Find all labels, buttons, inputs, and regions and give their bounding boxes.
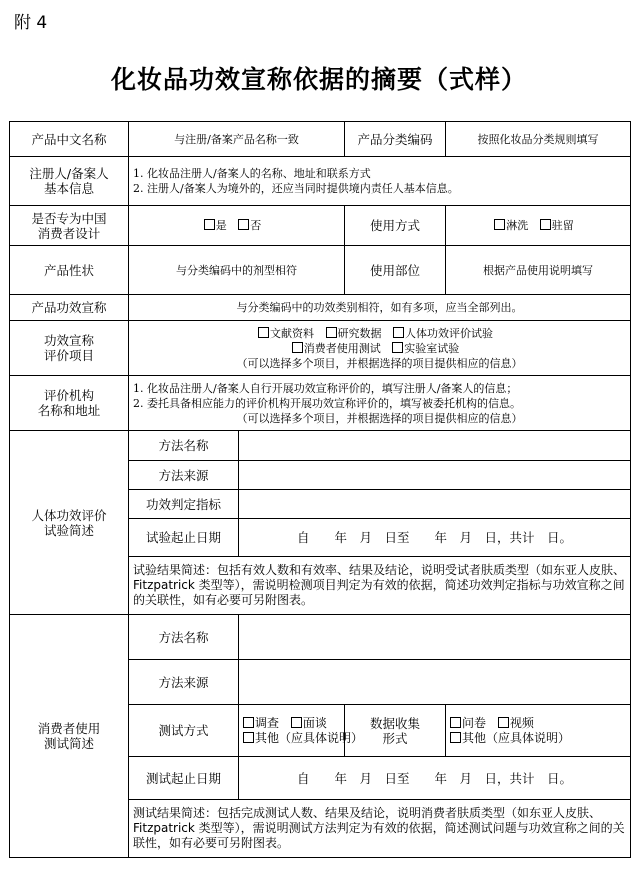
- rinse-checkbox[interactable]: [494, 219, 505, 230]
- row-product-name: [10, 122, 631, 157]
- human-method-source-label: 方法来源: [129, 461, 239, 490]
- eval-org-note: （可以选择多个项目，并根据选择的项目提供相应的信息）: [236, 411, 523, 425]
- consumer-test-checkbox[interactable]: [292, 342, 303, 353]
- literature-option-label: 文献资料: [270, 326, 314, 340]
- annex-label: 附 4: [14, 13, 48, 33]
- registrant-value: [129, 157, 631, 206]
- china-design-label-line-2: 消费者设计: [37, 225, 101, 241]
- eval-items-label: [10, 321, 129, 376]
- other-collection-checkbox[interactable]: [450, 732, 461, 743]
- test-mode-options: [239, 705, 364, 757]
- interview-checkbox[interactable]: [291, 717, 302, 728]
- registrant-label-line-2: 基本信息: [43, 181, 94, 196]
- human-trial-label: [10, 431, 129, 615]
- eval-items-note: （可以选择多个项目，并根据选择的项目提供相应的信息）: [236, 356, 523, 370]
- consumer-test-label-line-2: 测试简述: [43, 736, 94, 751]
- human-dates-label: 试验起止日期: [129, 519, 239, 557]
- literature-checkbox[interactable]: [258, 327, 269, 338]
- human-trial-label-line-2: 试验简述: [43, 522, 94, 538]
- registrant-label: [10, 157, 129, 206]
- category-code-label: 产品分类编码: [345, 122, 446, 157]
- data-collection-options: [446, 705, 631, 757]
- eval-org-line-2: 2. 委托具备相应能力的评价机构开展功效宣称评价的，填写被委托机构的信息。: [133, 396, 521, 410]
- eval-org-label-line-2: 名称和地址: [37, 403, 101, 418]
- row-registrant: [10, 157, 631, 206]
- product-name-value: 与注册/备案产品名称一致: [129, 122, 345, 157]
- human-trial-checkbox[interactable]: [393, 327, 404, 338]
- claims-label: 产品功效宣称: [10, 295, 129, 321]
- human-trial-option-label: 人体功效评价试验: [405, 326, 493, 340]
- consumer-dates-label: 测试起止日期: [129, 757, 239, 800]
- row-eval-org: [10, 376, 631, 431]
- data-collection-label-line-1: 数据收集: [370, 715, 421, 731]
- registrant-label-line-1: 注册人/备案人: [29, 166, 109, 181]
- video-checkbox[interactable]: [498, 717, 509, 728]
- usage-mode-options: [446, 206, 631, 246]
- human-trial-summary: 试验结果简述：包括有效人数和有效率、结果及结论，说明受试者肤质类型（如东亚人皮肤、Fitzpatrick 类型等），需说明检测项目判定为有效的依据，简述功效判定指标与功效宣称之间的关联性，如有必要可另附图表。: [129, 557, 631, 615]
- questionnaire-checkbox[interactable]: [450, 717, 461, 728]
- consumer-method-name-row: [10, 615, 631, 660]
- row-properties: [10, 246, 631, 295]
- row-china-design: [10, 206, 631, 246]
- no-option-label: 否: [250, 219, 262, 232]
- other-mode-option-label: 其他（应具体说明）: [255, 730, 364, 745]
- consumer-test-label: [10, 615, 129, 858]
- lab-test-option-label: 实验室试验: [404, 341, 460, 355]
- usage-mode-label: 使用方式: [345, 206, 446, 246]
- china-design-label-line-1: 是否专为中国: [31, 210, 107, 226]
- video-option-label: 视频: [509, 715, 534, 730]
- research-data-checkbox[interactable]: [326, 327, 337, 338]
- lab-test-checkbox[interactable]: [392, 342, 403, 353]
- human-method-name-label: 方法名称: [129, 431, 239, 461]
- eval-org-label: [10, 376, 129, 431]
- consumer-method-name-label: 方法名称: [129, 615, 239, 660]
- no-checkbox[interactable]: [238, 219, 249, 230]
- leave-on-option-label: 驻留: [551, 219, 574, 232]
- consumer-method-source-label: 方法来源: [129, 660, 239, 705]
- other-collection-option-label: 其他（应具体说明）: [462, 730, 571, 745]
- consumer-test-option-label: 消费者使用测试: [303, 341, 381, 355]
- human-trial-label-line-1: 人体功效评价: [31, 507, 107, 523]
- row-claims: [10, 295, 631, 321]
- row-eval-items: [10, 321, 631, 376]
- yes-option-label: 是: [215, 219, 227, 232]
- eval-org-value: [129, 376, 631, 431]
- properties-value: 与分类编码中的剂型相符: [129, 246, 345, 295]
- eval-items-label-line-2: 评价项目: [43, 348, 94, 363]
- other-mode-checkbox[interactable]: [243, 732, 254, 743]
- registrant-line-2: 2. 注册人/备案人为境外的，还应当同时提供境内责任人基本信息。: [133, 182, 459, 195]
- human-method-name-field[interactable]: [239, 431, 631, 461]
- research-data-option-label: 研究数据: [337, 326, 382, 340]
- consumer-test-summary: 测试结果简述：包括完成测试人数、结果及结论，说明消费者肤质类型（如东亚人皮肤、Fitzpatrick 类型等），需说明测试方法判定为有效的依据，简述测试问题与功效宣称之间的关联性，如有必要可另附图表。: [129, 800, 631, 858]
- human-indicator-label: 功效判定指标: [129, 490, 239, 519]
- consumer-method-source-field[interactable]: [239, 660, 631, 705]
- test-mode-label: 测试方式: [129, 705, 239, 757]
- rinse-option-label: 淋洗: [506, 219, 529, 232]
- product-name-label: 产品中文名称: [10, 122, 129, 157]
- eval-items-label-line-1: 功效宣称: [43, 333, 94, 348]
- human-method-source-field[interactable]: [239, 461, 631, 490]
- leave-on-checkbox[interactable]: [540, 219, 551, 230]
- yes-checkbox[interactable]: [204, 219, 215, 230]
- eval-org-line-1: 1. 化妆品注册人/备案人自行开展功效宣称评价的，填写注册人/备案人的信息；: [133, 381, 518, 395]
- claims-value: 与分类编码中的功效类别相符，如有多项，应当全部列出。: [129, 295, 631, 321]
- questionnaire-option-label: 问卷: [462, 715, 487, 730]
- human-dates-value: 自 年 月 日至 年 月 日，共计 日。: [239, 519, 631, 557]
- interview-option-label: 面谈: [302, 715, 327, 730]
- claim-summary-form: [9, 121, 631, 858]
- eval-items-options: [129, 321, 631, 376]
- human-indicator-field[interactable]: [239, 490, 631, 519]
- properties-label: 产品性状: [10, 246, 129, 295]
- registrant-line-1: 1. 化妆品注册人/备案人的名称、地址和联系方式: [133, 167, 371, 180]
- china-design-options: [129, 206, 345, 246]
- application-area-label: 使用部位: [345, 246, 446, 295]
- survey-checkbox[interactable]: [243, 717, 254, 728]
- consumer-method-name-field[interactable]: [239, 615, 631, 660]
- document-title: 化妆品功效宣称依据的摘要（式样）: [110, 65, 527, 94]
- consumer-dates-value: 自 年 月 日至 年 月 日，共计 日。: [239, 757, 631, 800]
- human-trial-method-name-row: [10, 431, 631, 461]
- eval-org-label-line-1: 评价机构: [43, 388, 94, 403]
- application-area-value: 根据产品使用说明填写: [446, 246, 631, 295]
- category-code-value: 按照化妆品分类规则填写: [446, 122, 631, 157]
- data-collection-label-line-2: 形式: [382, 730, 408, 746]
- survey-option-label: 调查: [255, 715, 280, 730]
- consumer-test-label-line-1: 消费者使用: [37, 721, 101, 736]
- china-design-label: [10, 206, 129, 246]
